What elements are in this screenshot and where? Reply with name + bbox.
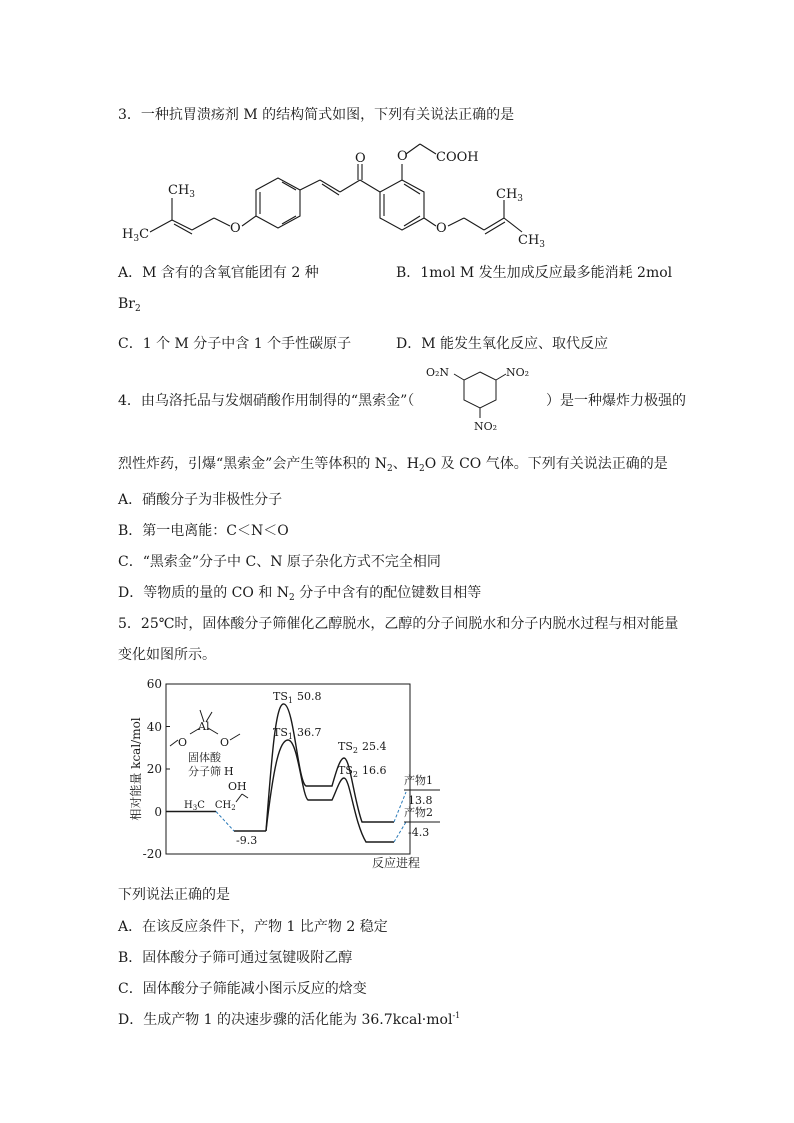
q4-stem-a: 4．由乌洛托品与发烟硝酸作用制得的“黑索金”（	[118, 393, 415, 409]
y-tick-40: 40	[146, 720, 162, 734]
ether-oxygen-top: O	[397, 149, 408, 164]
ether-oxygen-left: O	[230, 221, 241, 236]
cooh-label: COOH	[436, 150, 479, 165]
q3-stem: 3．一种抗胃溃疡剂 M 的结构简式如图，下列有关说法正确的是	[118, 107, 515, 123]
q5-option-d: D．生成产物 1 的决速步骤的活化能为 36.7kcal·mol$^{-1}$	[118, 1011, 461, 1028]
x-axis-label: 反应进程	[371, 856, 421, 870]
q5-option-b: B．固体酸分子筛可通过氢键吸附乙醇	[118, 950, 353, 966]
ts2-lower-label: $TS_2$ 16.6	[338, 764, 387, 779]
q4-stem-2: 烈性炸药，引爆“黑索金”会产生等体积的 $N_2$、$H_2O$ 及 CO 气体。下列有关说法正确的是	[118, 456, 668, 474]
q3-option-a: A．M 含有的含氧官能团有 2 种	[118, 265, 319, 281]
product2-value: -4.3	[408, 826, 430, 839]
catalyst-label-2: 分子筛	[188, 765, 221, 778]
catalyst-oxygen-left: O	[178, 736, 188, 749]
catalyst-oxygen-right: O	[220, 736, 230, 749]
q5-stem-1: 5．25℃时，固体酸分子筛催化乙醇脱水，乙醇的分子间脱水和分子内脱水过程与相对能量	[118, 616, 679, 632]
q5-option-a: A．在该反应条件下，产物 1 比产物 2 稳定	[118, 919, 388, 935]
q3-option-b-cont: $Br_2$	[118, 296, 141, 314]
product1-label: 产物1	[404, 774, 433, 787]
ts2-upper-label: $TS_2$ 25.4	[338, 740, 387, 755]
energy-profile-chart	[118, 672, 458, 872]
y-tick-minus20: -20	[142, 847, 162, 861]
product1-value: 13.8	[408, 794, 433, 807]
q5-option-c: C．固体酸分子筛能减小图示反应的焓变	[118, 981, 367, 997]
molecule-m-structure	[118, 140, 558, 252]
q4-option-b: B．第一电离能：C＜N＜O	[118, 523, 289, 539]
hydrogen-label: H	[224, 765, 234, 778]
ether-oxygen-right: O	[436, 221, 447, 236]
ketone-oxygen: O	[355, 151, 366, 166]
y-axis-label: 相对能量 kcal/mol	[129, 717, 143, 821]
path-product2	[266, 740, 394, 842]
product2-label: 产物2	[404, 806, 433, 819]
ch3-label-right-low: $CH_3$	[518, 233, 546, 250]
q3-option-d: D．M 能发生氧化反应、取代反应	[396, 336, 609, 352]
ch3-label-right: $CH_3$	[496, 187, 524, 204]
al-label: Al	[198, 720, 210, 733]
ch3-label-top-left: $CH_3$	[168, 183, 196, 200]
q5-stem-2: 变化如图所示。	[118, 647, 216, 663]
q4-option-c: C．“黑索金”分子中 C、N 原子杂化方式不完全相同	[118, 554, 441, 570]
catalyst-label-1: 固体酸	[188, 751, 221, 764]
ts1-lower-label: $TS_1$ 36.7	[273, 726, 322, 741]
q3-option-c: C．1 个 M 分子中含 1 个手性碳原子	[118, 336, 352, 352]
q4-option-a: A．硝酸分子为非极性分子	[118, 492, 283, 508]
q5-ask: 下列说法正确的是	[118, 887, 230, 903]
intermediate-label: -9.3	[236, 834, 258, 847]
ts1-upper-label: $TS_1$ 50.8	[273, 690, 322, 705]
q4-stem-b: ）是一种爆炸力极强的	[546, 393, 686, 409]
no2-right: NO₂	[506, 366, 530, 379]
oh-label: OH	[228, 780, 247, 793]
no2-bottom: NO₂	[474, 420, 498, 433]
q4-option-d: D．等物质的量的 CO 和 $N_2$ 分子中含有的配位键数目相等	[118, 585, 482, 603]
rdx-structure	[420, 360, 538, 434]
q3-option-b: B．1mol M 发生加成反应最多能消耗 2mol	[396, 265, 673, 281]
h3c-label-left: $H_3C$	[122, 227, 150, 244]
y-tick-60: 60	[146, 677, 162, 691]
y-tick-0: 0	[154, 805, 162, 819]
no2-left: O₂N	[426, 366, 450, 379]
y-tick-20: 20	[146, 762, 162, 776]
ethanol-label: $H_3C$ $CH_2$	[184, 800, 236, 812]
